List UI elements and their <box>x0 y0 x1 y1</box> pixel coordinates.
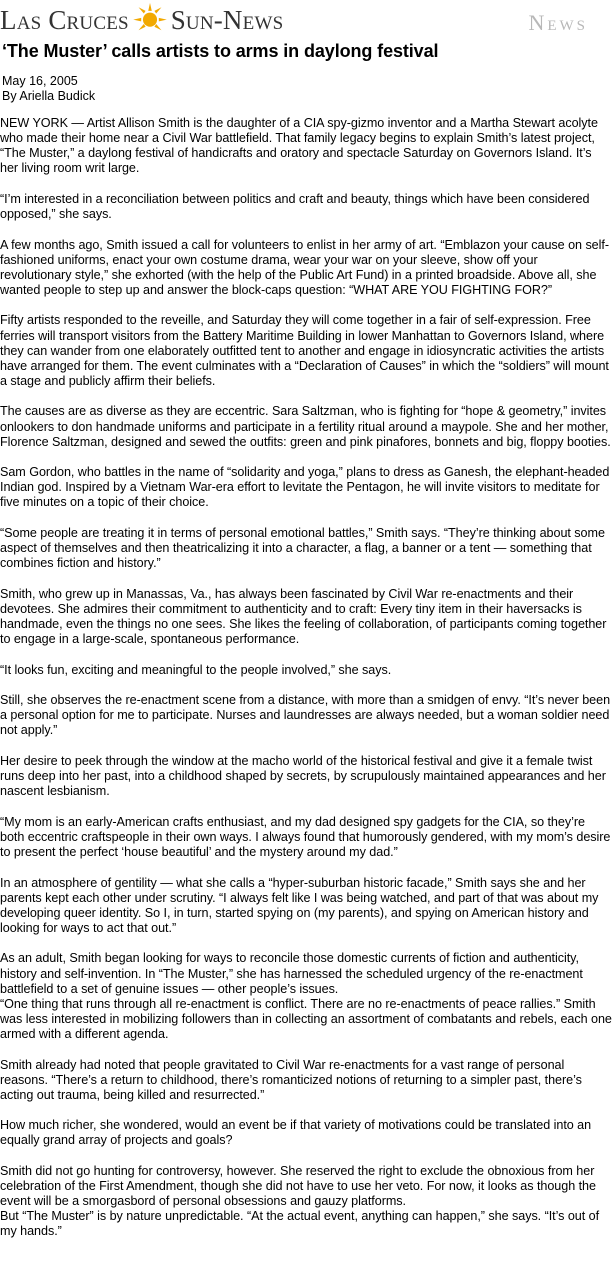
article-paragraph: Smith already had noted that people gravitated to Civil War re-enactments for a vast range of personal reasons. “There’s a return to childhood, there’s romanticized notions of returning to a simpler past, there’s acting out trauma, being killed and resurrected.” <box>0 1057 582 1102</box>
section-label-news: News <box>528 10 588 35</box>
article-paragraph: As an adult, Smith began looking for ways to reconcile those domestic currents of fiction and authenticity, history and self-invention. In “The Muster,” she has harnessed the scheduled urgency of the re-enactment battlefield to a set of genuine issues — other people’s issues. <box>0 951 583 996</box>
article-paragraph: Fifty artists responded to the reveille, and Saturday they will come together in a fair of self-expression. Free ferries will transport visitors from the Battery Maritime Building in lower Manhattan to Governors Island, where they can wander from one elaborately outfitted tent to another and engage in idiosyncratic activities the artists have arranged for them. The event culminates with a “Declaration of Causes” in which the “soldiers” will mount a stage and publicly affirm their beliefs. <box>0 313 609 388</box>
article-headline: ‘The Muster’ calls artists to arms in daylong festival <box>2 41 439 61</box>
article-paragraph: “Some people are treating it in terms of personal emotional battles,” Smith says. “They’re thinking about some aspect of themselves and then theatricalizing it into a character, a flag, a banner or a tent — something that combines fiction and history.” <box>0 525 605 571</box>
article-byline: By Ariella Budick <box>2 89 96 103</box>
article-paragraph: “One thing that runs through all re-enactment is conflict. There are no re-enactments of peace rallies.” Smith was less interested in mobilizing followers than in collecting an assortment of combatants and rebels, each one armed with a different agenda. <box>0 996 612 1041</box>
logo-text-sun-news: Sun-News <box>170 5 284 35</box>
article-paragraph: Smith, who grew up in Manassas, Va., has always been fascinated by Civil War re-enactments and their devotees. She admires their commitment to authenticity and to craft: Every tiny item in their haversacks is handmade, even the things no one sees. She likes the feeling of collaboration, of participants coming together to engage in a large-scale, spontaneous performance. <box>0 586 607 647</box>
article-paragraph: Still, she observes the re-enactment scene from a distance, with more than a smidgen of envy. “It’s never been a personal option for me to participate. Nurses and laundresses are always needed, but a woman soldier need not apply.” <box>0 693 611 738</box>
article-meta <box>0 74 612 104</box>
article-body <box>0 116 612 1239</box>
article-paragraph: Her desire to peek through the window at the macho world of the historical festival and give it a female twist runs deep into her past, into a childhood shaped by secrets, by scrupulously maintained appearances and her nascent lesbianism. <box>0 754 606 799</box>
masthead <box>0 0 612 38</box>
article-paragraph: “It looks fun, exciting and meaningful to the people involved,” she says. <box>0 662 392 677</box>
article-paragraph: “My mom is an early-American crafts enthusiast, and my dad designed spy gadgets for the CIA, so they’re both eccentric craftspeople in their own ways. I always found that humorously gendered, with my mom’s desire to present the perfect ‘house beautiful’ and the mystery around my dad.” <box>0 814 611 859</box>
article-paragraph: In an atmosphere of gentility — what she calls a “hyper-suburban historic facade,” Smith says she and her parents kept each other under scrutiny. “I always felt like I was being watched, and part of that was about my developing queer identity. So I, in turn, started spying on (my parents), and spying on American history and looking for ways to act that out.” <box>0 875 599 935</box>
article-paragraph: A few months ago, Smith issued a call for volunteers to enlist in her army of art. “Emblazon your cause on self-fashioned uniforms, enact your own costume drama, wear your war on your sleeve, show off your revolutionary style,” she exhorted (with the help of the Public Art Fund) in a printed broadside. Above all, she wanted people to step up and answer the block-caps question: “WHAT ARE YOU FIGHTING FOR?” <box>0 237 609 297</box>
article-paragraph: Sam Gordon, who battles in the name of “solidarity and yoga,” plans to dress as Ganesh, the elephant-headed Indian god. Inspired by a Vietnam War-era effort to levitate the Pentagon, he will invite visitors to meditate for five minutes on a topic of their choice. <box>0 465 610 510</box>
article-date: May 16, 2005 <box>2 74 78 88</box>
article-paragraph: The causes are as diverse as they are eccentric. Sara Saltzman, who is fighting for “hope & geometry,” invites onlookers to don handmade uniforms and participate in a fertility ritual around a maypole. She and her mother, Florence Saltzman, designed and sewed the outfits: green and pink pinafores, bonnets and big, floppy booties. <box>0 404 611 449</box>
sun-icon <box>132 2 168 32</box>
article-paragraph: How much richer, she wondered, would an event be if that variety of motivations could be translated into an equally grand array of projects and goals? <box>0 1118 592 1148</box>
article-paragraph: But “The Muster” is by nature unpredictable. “At the actual event, anything can happen,” she says. “It’s out of my hands.” <box>0 1209 600 1239</box>
newspaper-logo[interactable] <box>0 2 283 36</box>
article-paragraph: NEW YORK — Artist Allison Smith is the daughter of a CIA spy-gizmo inventor and a Martha Stewart acolyte who made their home near a Civil War battlefield. That family legacy begins to explain Smith’s latest project, “The Muster,” a daylong festival of handicrafts and oratory and spectacle Saturday on Governors Island. It’s her living room writ large. <box>0 116 598 176</box>
article-paragraph: “I’m interested in a reconciliation between politics and craft and beauty, things which have been considered opposed,” she says. <box>0 191 590 221</box>
article-paragraph: Smith did not go hunting for controversy, however. She reserved the right to exclude the obnoxious from her celebration of the First Amendment, though she did not have to use her veto. For now, it looks as though the event will be a smorgasbord of personal obsessions and gauzy platforms. <box>0 1163 596 1209</box>
logo-text-las-cruces: Las Cruces <box>0 5 129 35</box>
